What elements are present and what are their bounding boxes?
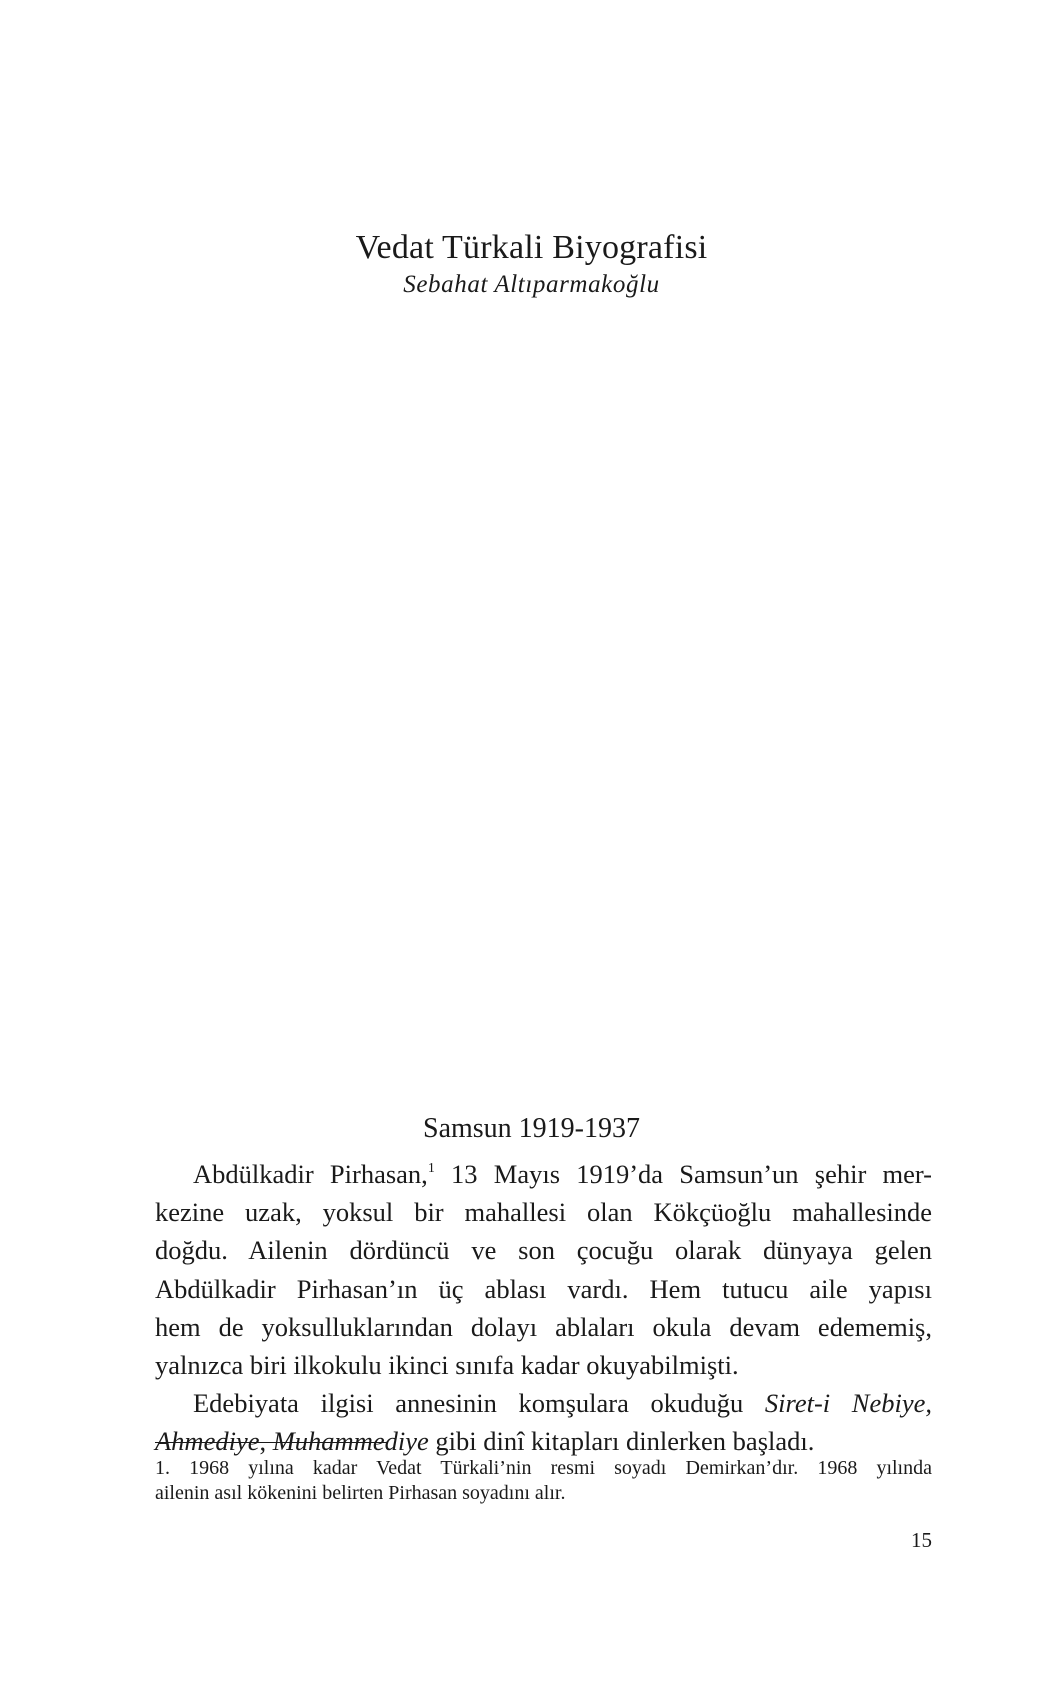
page-number: 15 xyxy=(911,1528,932,1552)
section-heading: Samsun 1919-1937 xyxy=(423,1113,640,1144)
body-text xyxy=(155,1155,932,1461)
paragraph-2-line-1-text: Edebiyata ilgisi annesinin komşulara okuduğu xyxy=(193,1388,765,1419)
footnote-divider xyxy=(155,1442,388,1443)
book-title-siret-i-nebiye: Siret-i Nebiye, xyxy=(764,1388,932,1419)
paragraph-1-line-2: kezine uzak, yoksul bir mahallesi olan Kökçüoğlu mahallesinde xyxy=(155,1197,932,1228)
title-separator: , xyxy=(259,1426,273,1457)
footnote-reference: 1 xyxy=(427,1161,435,1176)
chapter-author: Sebahat Altıparmakoğlu xyxy=(403,271,660,298)
paragraph-1-line-5: hem de yoksulluklarından dolayı ablaları okula devam edememiş, xyxy=(155,1311,932,1342)
paragraph-1-line-1-end: 13 Mayıs 1919’da Samsun’un şehir mer- xyxy=(434,1159,932,1189)
chapter-title: Vedat Türkali Biyografisi xyxy=(355,229,708,266)
paragraph-1-line-1-start: Abdülkadir Pirhasan, xyxy=(193,1159,428,1189)
paragraph-1-line-6: yalnızca biri ilkokulu ikinci sınıfa kadar okuyabilmişti. xyxy=(155,1350,739,1381)
paragraph-1-line-3: doğdu. Ailenin dördüncü ve son çocuğu olarak dünyaya gelen xyxy=(155,1235,932,1266)
footnote xyxy=(155,1456,932,1506)
paragraph-1-line-1 xyxy=(155,1155,932,1193)
paragraph-1-line-4: Abdülkadir Pirhasan’ın üç ablası vardı. Hem tutucu aile yapısı xyxy=(155,1273,932,1304)
footnote-line-1: 1. 1968 yılına kadar Vedat Türkali’nin resmi soyadı Demirkan’dır. 1968 yılında xyxy=(155,1457,932,1479)
paragraph-2-line-2-text: gibi dinî kitapları dinlerken başladı. xyxy=(428,1426,815,1457)
paragraph-2-line-1 xyxy=(155,1384,932,1422)
book-title-muhammediye: Muhammediye xyxy=(272,1426,429,1457)
footnote-line-2: ailenin asıl kökenini belirten Pirhasan soyadını alır. xyxy=(155,1482,566,1504)
book-title-ahmediye: Ahmediye xyxy=(155,1426,260,1457)
